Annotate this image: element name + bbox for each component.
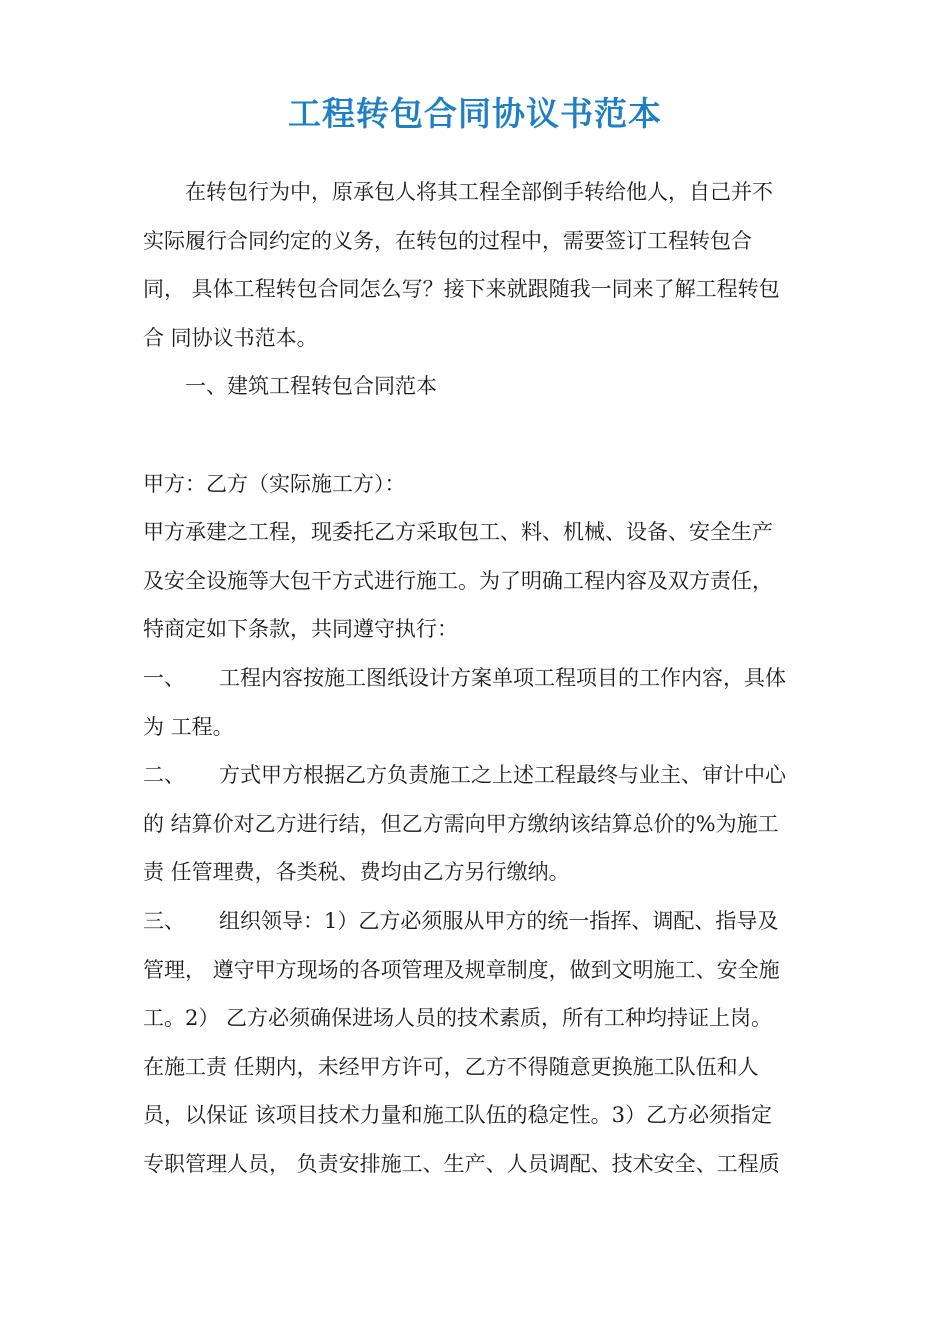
clause-1-number: 一、 [143, 665, 185, 690]
clause-3-line-1 [143, 897, 833, 946]
clause-3-line-3: 工。2） 乙方必须确保进场人员的技术素质，所有工种均持证上岗。 [143, 1006, 773, 1031]
clause-3-line-2: 管理， 遵守甲方现场的各项管理及规章制度，做到文明施工、安全施 [143, 957, 780, 982]
intro-line-4: 合 同协议书范本。 [143, 325, 318, 350]
clause-3-text: 组织领导：1）乙方必须服从甲方的统一指挥、调配、指导及 [219, 908, 779, 933]
clause-2-text: 方式甲方根据乙方负责施工之上述工程最终与业主、审计中心 [219, 763, 786, 788]
preamble-line-3: 特商定如下条款，共同遵守执行： [143, 617, 458, 642]
blank-line [143, 411, 833, 460]
preamble-line-2: 及安全设施等大包干方式进行施工。为了明确工程内容及双方责任， [143, 568, 773, 593]
clause-3-line-4: 在施工责 任期内，未经甲方许可，乙方不得随意更换施工队伍和人 [143, 1054, 759, 1079]
document-body [143, 168, 833, 1188]
clause-2-line-2: 的 结算价对乙方进行结，但乙方需向甲方缴纳该结算总价的%为施工 [143, 811, 779, 836]
preamble-line-1: 甲方承建之工程，现委托乙方采取包工、料、机械、设备、安全生产 [143, 520, 773, 545]
parties-line: 甲方：乙方（实际施工方）： [143, 471, 406, 496]
clause-2-line-1 [143, 751, 833, 800]
intro-line-1: 在转包行为中，原承包人将其工程全部倒手转给他人，自己并不 [185, 180, 773, 204]
clause-3-line-6: 专职管理人员， 负责安排施工、生产、人员调配、技术安全、工程质 [143, 1151, 780, 1176]
clause-1-line-2: 为 工程。 [143, 714, 234, 739]
clause-3-line-5: 员，以保证 该项目技术力量和施工队伍的稳定性。3）乙方必须指定 [143, 1103, 773, 1128]
clause-2-number: 二、 [143, 763, 185, 788]
document-title: 工程转包合同协议书范本 [288, 94, 662, 133]
section-heading: 一、建筑工程转包合同范本 [185, 374, 437, 399]
intro-line-3: 同， 具体工程转包合同怎么写？接下来就跟随我一同来了解工程转包 [143, 277, 780, 302]
clause-2-line-3: 责 任管理费，各类税、费均由乙方另行缴纳。 [143, 860, 570, 885]
clause-3-number: 三、 [143, 908, 185, 933]
intro-line-2: 实际履行合同约定的义务，在转包的过程中，需要签订工程转包合 [143, 228, 752, 253]
clause-1-text: 工程内容按施工图纸设计方案单项工程项目的工作内容，具体 [219, 665, 786, 690]
clause-1-line-1 [143, 654, 833, 703]
